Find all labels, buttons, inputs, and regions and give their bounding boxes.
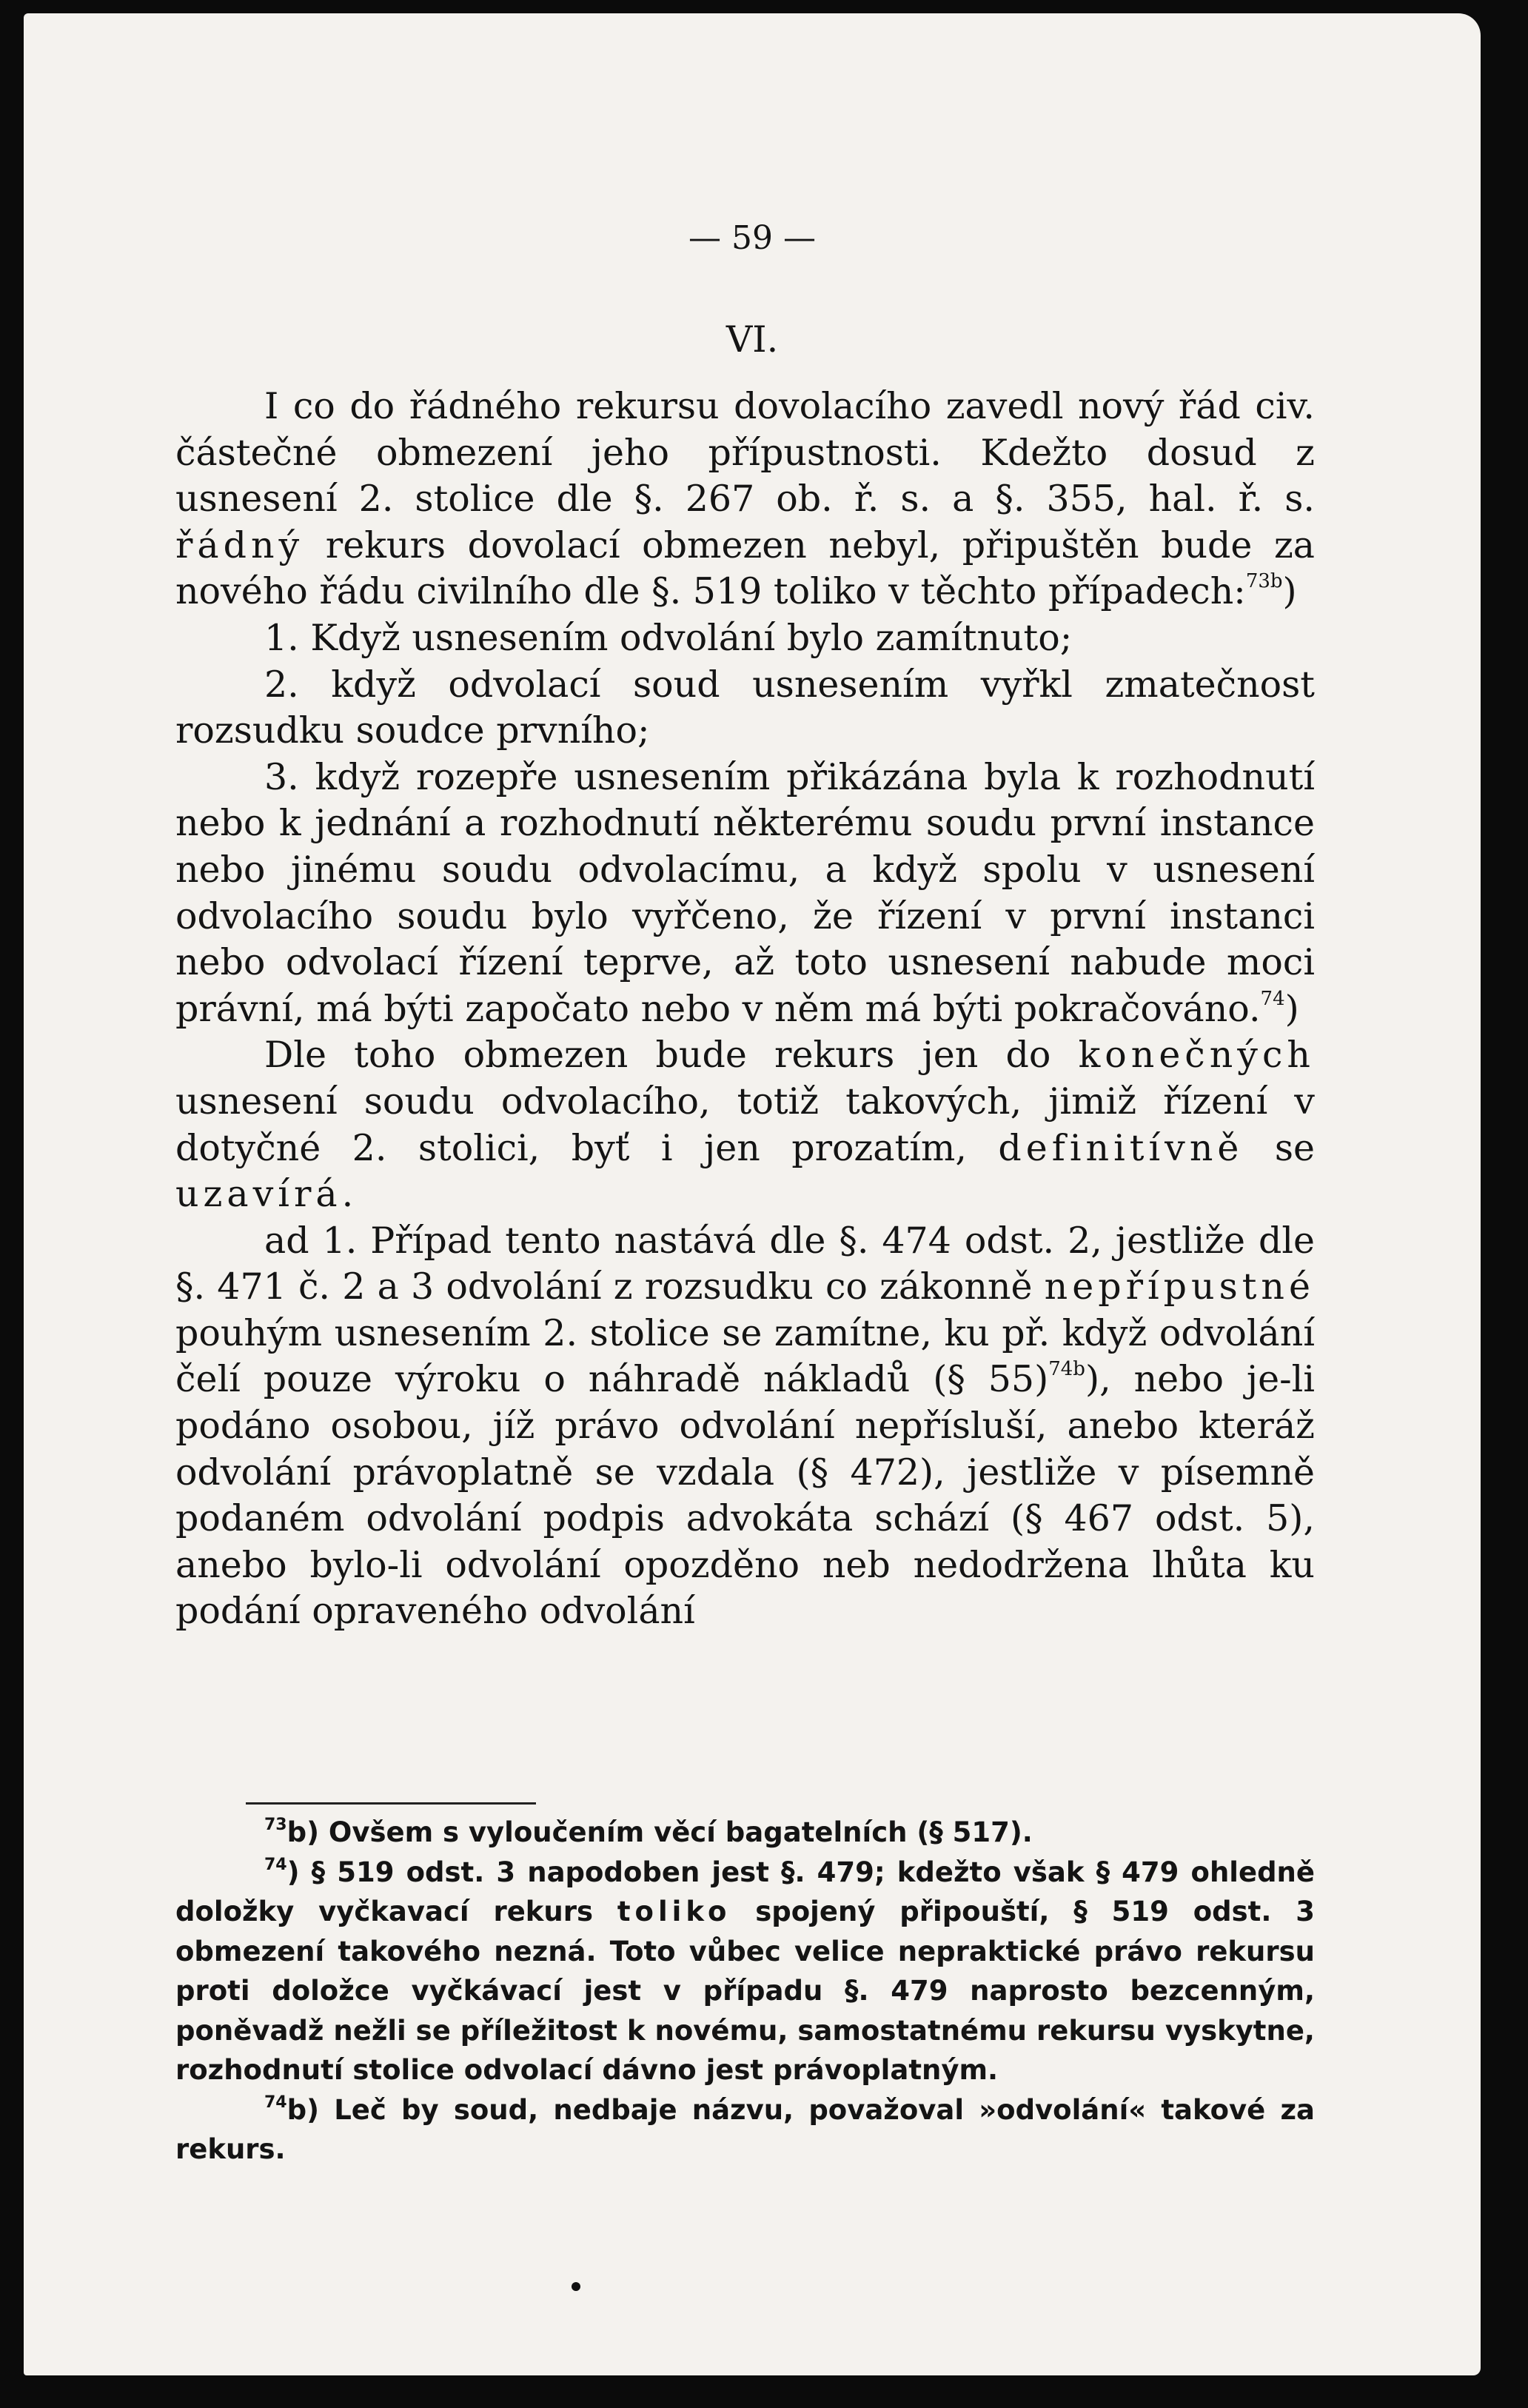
footnote-text: b) Ovšem s vyloučením věcí bagatelních (§ 517). — [286, 1816, 1033, 1848]
text-run: rekurs dovolací obmezen nebyl, připuštěn bude za nového řádu civilního dle §. 519 toliko v těchto případech: — [175, 524, 1315, 613]
text-run: ) — [1282, 570, 1297, 613]
body-text — [175, 384, 1315, 1635]
text-run: ad 1. Případ tento nastává dle §. 474 odst. 2, jestliže dle §. 471 č. 2 a 3 odvolání z rozsudku co zákonně — [175, 1219, 1315, 1308]
text-run: se — [1243, 1126, 1315, 1169]
footnote-marker: 74 — [264, 1855, 287, 1874]
footnote-text: spojený připouští, § 519 odst. 3 obmezení takového nezná. Toto vůbec velice nepraktické právo rekursu proti doložce vyčkávací jest v případu §. 479 naprosto bezcenným, poněvadž nežli se příležitost k novému, samostatnému rekursu vyskytne, rozhodnutí stolice odvolací dávno jest právoplatným. — [175, 1896, 1315, 2086]
text-run: pouhým usnesením 2. stolice se zamítne, ku př. když odvolání čelí pouze výroku o náhradě nákladů (§ 55) — [175, 1311, 1315, 1401]
footnote-text: ) § 519 odst. 3 napodoben jest §. 479; kdežto však § 479 ohledně doložky vyčkavací rekurs — [175, 1856, 1315, 1927]
spaced-emphasis: nepřípustné — [1044, 1265, 1315, 1308]
spaced-emphasis: definitívně — [998, 1126, 1244, 1169]
paragraph-5 — [175, 1032, 1315, 1217]
spaced-emphasis: konečných — [1078, 1034, 1315, 1077]
footnote-marker: 74 — [264, 2093, 287, 2112]
paragraph-6 — [175, 1218, 1315, 1635]
text-run: ), nebo je-li podáno osobou, jíž právo odvolání nepřísluší, anebo kteráž odvolání právoplatně se vzdala (§ 472), jestliže v písemně podaném odvolání podpis advokáta schází (§ 467 odst. 5), anebo bylo-li odvolání opozděno neb nedodržena lhůta ku podání opraveného odvolání — [175, 1358, 1316, 1633]
paragraph-1 — [175, 384, 1315, 615]
footnote-divider — [246, 1802, 536, 1805]
footnote-74 — [175, 1853, 1315, 2090]
footnote-ref-73b: 73b — [1245, 570, 1283, 593]
spaced-emphasis: řádný — [175, 524, 304, 566]
spaced-emphasis: toliko — [617, 1896, 731, 1927]
chapter-heading: VI. — [726, 318, 779, 361]
text-run: usnesení soudu odvolacího, totiž takových, jimiž řízení v dotyčné 2. stolici, byť i jen prozatím, — [175, 1080, 1315, 1169]
footnote-ref-74b: 74b — [1048, 1358, 1085, 1381]
footnotes — [175, 1813, 1315, 2170]
text-run: . — [341, 1173, 354, 1216]
paragraph-3: 2. když odvolací soud usnesením vyřkl zmatečnost rozsudku soudce prvního; — [175, 663, 1315, 752]
page-number: — 59 — — [688, 219, 816, 257]
footnote-marker: 73 — [264, 1816, 287, 1834]
book-page — [24, 13, 1481, 2375]
ink-dot — [572, 2282, 580, 2291]
paragraph-2: 1. Když usnesením odvolání bylo zamítnuto; — [264, 616, 1073, 659]
spaced-emphasis: uzavírá — [175, 1173, 342, 1216]
footnote-text: b) Leč by soud, nedbaje názvu, považoval »odvolání« takové za rekurs. — [175, 2093, 1315, 2165]
footnote-73b — [175, 1813, 1315, 1853]
text-run: ) — [1284, 987, 1299, 1030]
text-run: Dle toho obmezen bude rekurs jen do — [264, 1034, 1079, 1077]
footnote-74b — [175, 2090, 1315, 2170]
footnote-ref-74: 74 — [1260, 987, 1285, 1010]
paragraph-4 — [175, 755, 1315, 1033]
text-run: I co do řádného rekursu dovolacího zavedl nový řád civ. částečné obmezení jeho přípustnosti. Kdežto dosud z usnesení 2. stolice dle §. 267 ob. ř. s. a §. 355, hal. ř. s. — [175, 385, 1315, 521]
text-run: 3. když rozepře usnesením přikázána byla k rozhodnutí nebo k jednání a rozhodnutí některému soudu první instance nebo jinému soudu odvolacímu, a když spolu v usnesení odvolacího soudu bylo vyřčeno, že řízení v první instanci nebo odvolací řízení teprve, až toto usnesení nabude moci právní, má býti započato nebo v něm má býti pokračováno. — [175, 755, 1315, 1030]
